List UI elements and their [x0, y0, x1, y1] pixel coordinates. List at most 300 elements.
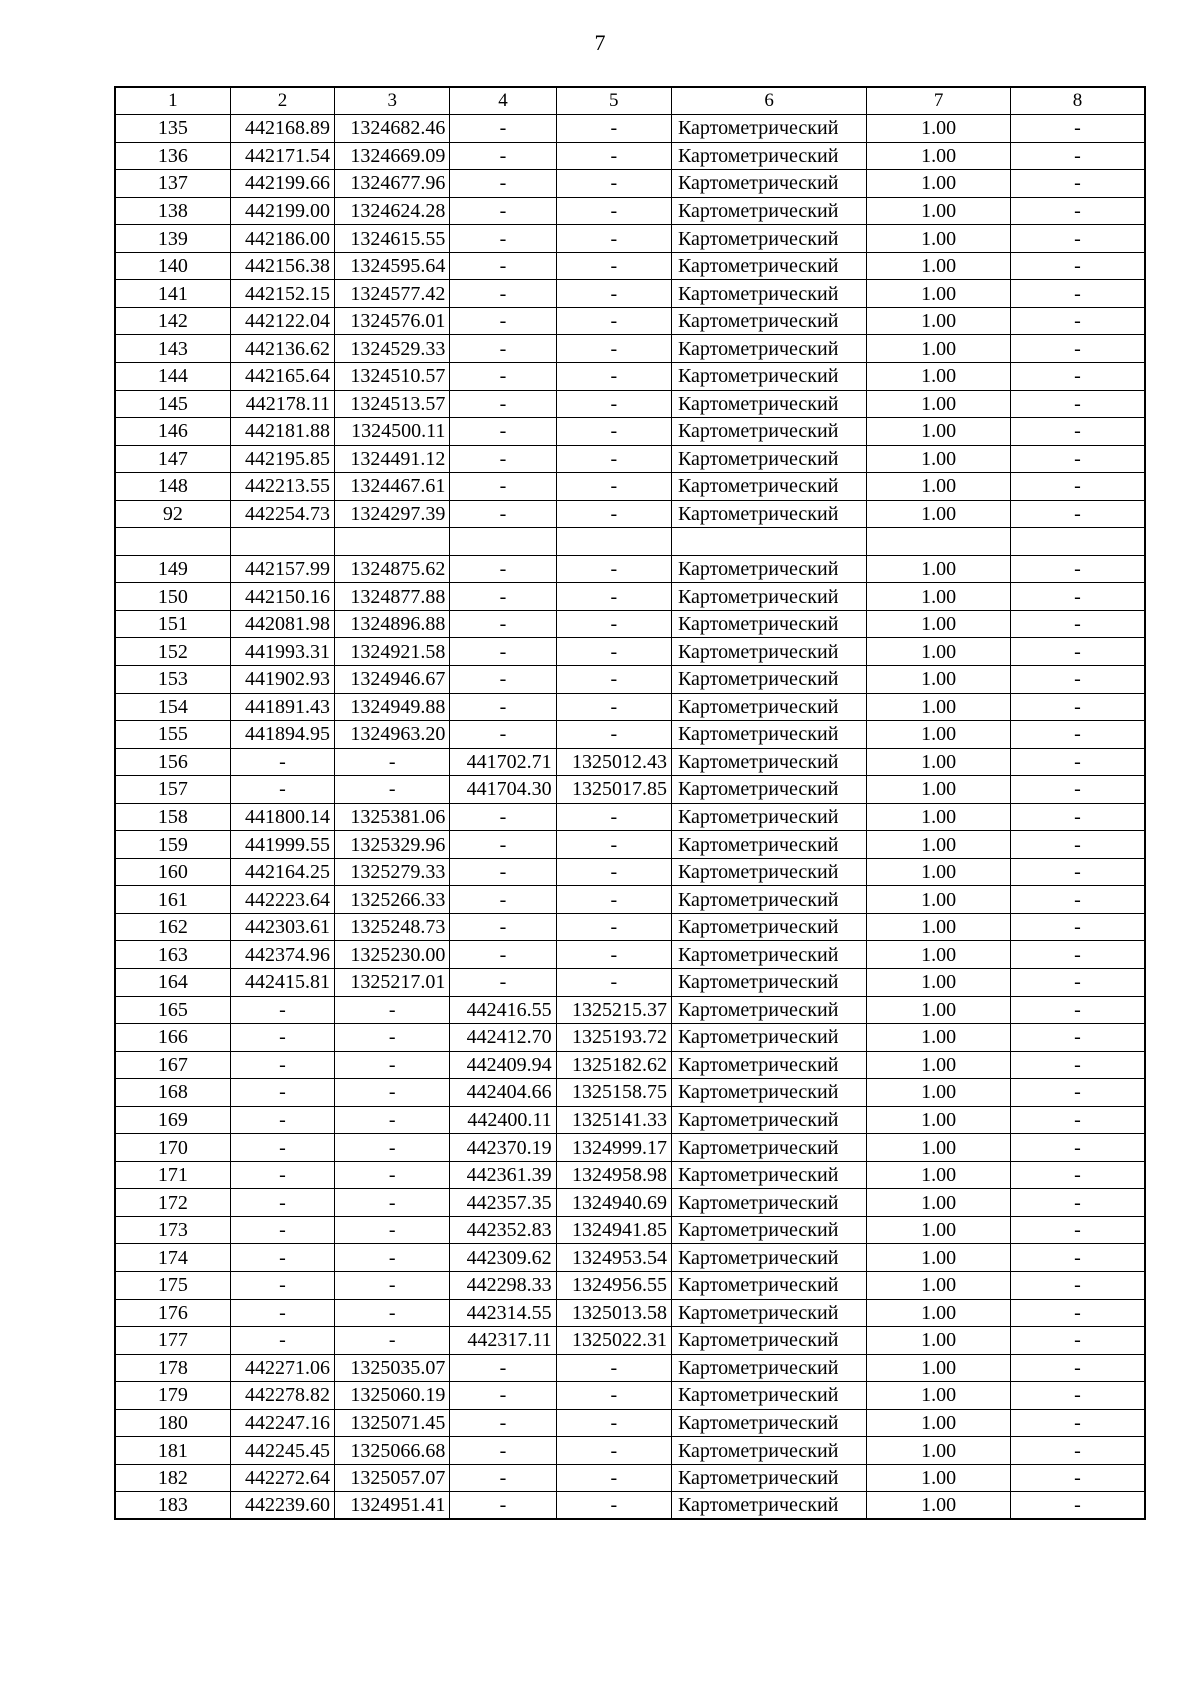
x-existing-cell: 442178.11: [230, 390, 334, 418]
accuracy-cell: 1.00: [867, 665, 1011, 693]
y-new-cell: -: [556, 886, 671, 914]
accuracy-cell: 1.00: [867, 748, 1011, 776]
x-new-cell: 441704.30: [450, 776, 556, 804]
y-existing-cell: -: [335, 1299, 450, 1327]
description-cell: -: [1010, 115, 1145, 143]
x-new-cell: -: [450, 142, 556, 170]
x-existing-cell: -: [230, 776, 334, 804]
point-number-cell: 169: [115, 1106, 230, 1134]
accuracy-cell: 1.00: [867, 390, 1011, 418]
point-number-cell: 155: [115, 721, 230, 749]
y-existing-cell: 1324963.20: [335, 721, 450, 749]
x-existing-cell: -: [230, 748, 334, 776]
method-cell: Картометрический: [671, 886, 866, 914]
y-new-cell: -: [556, 1409, 671, 1437]
method-cell: Картометрический: [671, 390, 866, 418]
table-row: [115, 748, 1145, 776]
description-cell: -: [1010, 1382, 1145, 1410]
accuracy-cell: 1.00: [867, 1437, 1011, 1465]
table-row: [115, 803, 1145, 831]
point-number-cell: 154: [115, 693, 230, 721]
x-new-cell: -: [450, 638, 556, 666]
y-new-cell: -: [556, 390, 671, 418]
point-number-cell: 139: [115, 225, 230, 253]
table-row: [115, 1464, 1145, 1492]
separator-row: [115, 528, 1145, 556]
accuracy-cell: 1.00: [867, 1354, 1011, 1382]
x-new-cell: -: [450, 1464, 556, 1492]
table-row: [115, 693, 1145, 721]
method-cell: Картометрический: [671, 445, 866, 473]
y-existing-cell: 1324297.39: [335, 500, 450, 528]
method-cell: Картометрический: [671, 1161, 866, 1189]
table-row: [115, 1382, 1145, 1410]
description-cell: -: [1010, 1051, 1145, 1079]
table-row: [115, 1492, 1145, 1520]
accuracy-cell: 1.00: [867, 858, 1011, 886]
point-number-cell: 150: [115, 583, 230, 611]
y-new-cell: 1325215.37: [556, 996, 671, 1024]
point-number-cell: 156: [115, 748, 230, 776]
method-cell: Картометрический: [671, 693, 866, 721]
description-cell: -: [1010, 913, 1145, 941]
y-new-cell: 1324958.98: [556, 1161, 671, 1189]
table-header-row: [115, 87, 1145, 115]
x-existing-cell: 441891.43: [230, 693, 334, 721]
y-existing-cell: 1324577.42: [335, 280, 450, 308]
method-cell: Картометрический: [671, 1409, 866, 1437]
description-cell: -: [1010, 1354, 1145, 1382]
table-row: [115, 941, 1145, 969]
y-existing-cell: -: [335, 1189, 450, 1217]
description-cell: -: [1010, 1327, 1145, 1355]
method-cell: Картометрический: [671, 721, 866, 749]
x-existing-cell: 442239.60: [230, 1492, 334, 1520]
x-existing-cell: -: [230, 996, 334, 1024]
method-cell: Картометрический: [671, 170, 866, 198]
accuracy-cell: 1.00: [867, 473, 1011, 501]
point-number-cell: 174: [115, 1244, 230, 1272]
point-number-cell: 152: [115, 638, 230, 666]
x-new-cell: -: [450, 803, 556, 831]
accuracy-cell: 1.00: [867, 1051, 1011, 1079]
x-existing-cell: 442164.25: [230, 858, 334, 886]
y-new-cell: -: [556, 1437, 671, 1465]
empty-cell: [671, 528, 866, 556]
y-existing-cell: 1325248.73: [335, 913, 450, 941]
accuracy-cell: 1.00: [867, 1272, 1011, 1300]
y-existing-cell: -: [335, 1161, 450, 1189]
method-cell: Картометрический: [671, 1106, 866, 1134]
method-cell: Картометрический: [671, 473, 866, 501]
table-row: [115, 142, 1145, 170]
x-new-cell: -: [450, 555, 556, 583]
y-new-cell: -: [556, 693, 671, 721]
x-existing-cell: 442186.00: [230, 225, 334, 253]
x-new-cell: -: [450, 252, 556, 280]
y-existing-cell: 1325329.96: [335, 831, 450, 859]
y-existing-cell: -: [335, 1272, 450, 1300]
x-new-cell: -: [450, 362, 556, 390]
x-existing-cell: -: [230, 1161, 334, 1189]
description-cell: -: [1010, 748, 1145, 776]
table-row: [115, 473, 1145, 501]
point-number-cell: 138: [115, 197, 230, 225]
description-cell: -: [1010, 418, 1145, 446]
y-new-cell: -: [556, 941, 671, 969]
x-new-cell: 442317.11: [450, 1327, 556, 1355]
x-existing-cell: 442181.88: [230, 418, 334, 446]
method-cell: Картометрический: [671, 941, 866, 969]
y-existing-cell: -: [335, 1024, 450, 1052]
description-cell: -: [1010, 1079, 1145, 1107]
table-row: [115, 1409, 1145, 1437]
point-number-cell: 149: [115, 555, 230, 583]
table-row: [115, 1106, 1145, 1134]
y-existing-cell: 1324615.55: [335, 225, 450, 253]
description-cell: -: [1010, 1161, 1145, 1189]
y-existing-cell: 1325381.06: [335, 803, 450, 831]
x-new-cell: -: [450, 886, 556, 914]
method-cell: Картометрический: [671, 500, 866, 528]
method-cell: Картометрический: [671, 1354, 866, 1382]
y-new-cell: -: [556, 280, 671, 308]
table-row: [115, 500, 1145, 528]
x-existing-cell: 442245.45: [230, 1437, 334, 1465]
table-row: [115, 969, 1145, 997]
x-new-cell: -: [450, 1492, 556, 1520]
x-new-cell: 442370.19: [450, 1134, 556, 1162]
method-cell: Картометрический: [671, 776, 866, 804]
column-header: 5: [556, 87, 671, 115]
method-cell: Картометрический: [671, 362, 866, 390]
column-header: 7: [867, 87, 1011, 115]
accuracy-cell: 1.00: [867, 1299, 1011, 1327]
table-row: [115, 721, 1145, 749]
method-cell: Картометрический: [671, 969, 866, 997]
y-existing-cell: -: [335, 1244, 450, 1272]
point-number-cell: 145: [115, 390, 230, 418]
description-cell: -: [1010, 500, 1145, 528]
point-number-cell: 147: [115, 445, 230, 473]
y-new-cell: 1325012.43: [556, 748, 671, 776]
y-existing-cell: 1325071.45: [335, 1409, 450, 1437]
accuracy-cell: 1.00: [867, 555, 1011, 583]
x-existing-cell: -: [230, 1051, 334, 1079]
x-new-cell: 442400.11: [450, 1106, 556, 1134]
accuracy-cell: 1.00: [867, 445, 1011, 473]
table-row: [115, 638, 1145, 666]
description-cell: -: [1010, 142, 1145, 170]
accuracy-cell: 1.00: [867, 638, 1011, 666]
method-cell: Картометрический: [671, 307, 866, 335]
table-row: [115, 886, 1145, 914]
y-new-cell: -: [556, 721, 671, 749]
table-row: [115, 335, 1145, 363]
table-row: [115, 280, 1145, 308]
y-existing-cell: 1324491.12: [335, 445, 450, 473]
method-cell: Картометрический: [671, 1051, 866, 1079]
x-new-cell: 442352.83: [450, 1216, 556, 1244]
accuracy-cell: 1.00: [867, 142, 1011, 170]
column-header: 3: [335, 87, 450, 115]
accuracy-cell: 1.00: [867, 776, 1011, 804]
method-cell: Картометрический: [671, 335, 866, 363]
point-number-cell: 144: [115, 362, 230, 390]
point-number-cell: 148: [115, 473, 230, 501]
point-number-cell: 182: [115, 1464, 230, 1492]
y-new-cell: -: [556, 913, 671, 941]
y-new-cell: -: [556, 197, 671, 225]
method-cell: Картометрический: [671, 1299, 866, 1327]
method-cell: Картометрический: [671, 225, 866, 253]
point-number-cell: 135: [115, 115, 230, 143]
method-cell: Картометрический: [671, 1189, 866, 1217]
y-existing-cell: 1325230.00: [335, 941, 450, 969]
method-cell: Картометрический: [671, 1024, 866, 1052]
point-number-cell: 141: [115, 280, 230, 308]
x-existing-cell: -: [230, 1134, 334, 1162]
x-new-cell: -: [450, 665, 556, 693]
column-header: 2: [230, 87, 334, 115]
x-new-cell: -: [450, 583, 556, 611]
y-new-cell: -: [556, 1382, 671, 1410]
method-cell: Картометрический: [671, 665, 866, 693]
y-existing-cell: 1324875.62: [335, 555, 450, 583]
x-new-cell: -: [450, 693, 556, 721]
table-row: [115, 555, 1145, 583]
point-number-cell: 159: [115, 831, 230, 859]
y-existing-cell: 1324682.46: [335, 115, 450, 143]
accuracy-cell: 1.00: [867, 913, 1011, 941]
y-new-cell: 1325182.62: [556, 1051, 671, 1079]
description-cell: -: [1010, 996, 1145, 1024]
table-row: [115, 1354, 1145, 1382]
y-existing-cell: 1324951.41: [335, 1492, 450, 1520]
accuracy-cell: 1.00: [867, 197, 1011, 225]
table-row: [115, 1079, 1145, 1107]
description-cell: -: [1010, 197, 1145, 225]
point-number-cell: 180: [115, 1409, 230, 1437]
point-number-cell: 166: [115, 1024, 230, 1052]
point-number-cell: 136: [115, 142, 230, 170]
y-new-cell: -: [556, 555, 671, 583]
description-cell: -: [1010, 831, 1145, 859]
x-existing-cell: 442199.66: [230, 170, 334, 198]
accuracy-cell: 1.00: [867, 941, 1011, 969]
x-existing-cell: 442152.15: [230, 280, 334, 308]
x-existing-cell: 442136.62: [230, 335, 334, 363]
description-cell: -: [1010, 445, 1145, 473]
y-existing-cell: 1324949.88: [335, 693, 450, 721]
point-number-cell: 142: [115, 307, 230, 335]
y-new-cell: 1325158.75: [556, 1079, 671, 1107]
y-new-cell: -: [556, 307, 671, 335]
x-existing-cell: -: [230, 1327, 334, 1355]
accuracy-cell: 1.00: [867, 583, 1011, 611]
method-cell: Картометрический: [671, 1079, 866, 1107]
y-new-cell: 1325017.85: [556, 776, 671, 804]
y-existing-cell: -: [335, 1051, 450, 1079]
method-cell: Картометрический: [671, 913, 866, 941]
description-cell: -: [1010, 1272, 1145, 1300]
method-cell: Картометрический: [671, 1437, 866, 1465]
empty-cell: [230, 528, 334, 556]
table-row: [115, 390, 1145, 418]
y-new-cell: -: [556, 969, 671, 997]
y-new-cell: 1325013.58: [556, 1299, 671, 1327]
accuracy-cell: 1.00: [867, 1161, 1011, 1189]
accuracy-cell: 1.00: [867, 1079, 1011, 1107]
y-existing-cell: -: [335, 748, 450, 776]
y-existing-cell: -: [335, 1327, 450, 1355]
empty-cell: [335, 528, 450, 556]
description-cell: -: [1010, 307, 1145, 335]
method-cell: Картометрический: [671, 1464, 866, 1492]
x-new-cell: -: [450, 969, 556, 997]
y-existing-cell: -: [335, 996, 450, 1024]
description-cell: -: [1010, 941, 1145, 969]
x-existing-cell: 442157.99: [230, 555, 334, 583]
point-number-cell: 143: [115, 335, 230, 363]
column-header: 6: [671, 87, 866, 115]
accuracy-cell: 1.00: [867, 225, 1011, 253]
x-new-cell: -: [450, 335, 556, 363]
point-number-cell: 164: [115, 969, 230, 997]
y-existing-cell: 1325266.33: [335, 886, 450, 914]
y-existing-cell: 1324510.57: [335, 362, 450, 390]
y-new-cell: -: [556, 858, 671, 886]
accuracy-cell: 1.00: [867, 1492, 1011, 1520]
accuracy-cell: 1.00: [867, 362, 1011, 390]
y-existing-cell: -: [335, 776, 450, 804]
y-new-cell: 1324940.69: [556, 1189, 671, 1217]
y-existing-cell: 1325060.19: [335, 1382, 450, 1410]
accuracy-cell: 1.00: [867, 1464, 1011, 1492]
method-cell: Картометрический: [671, 858, 866, 886]
point-number-cell: 163: [115, 941, 230, 969]
method-cell: Картометрический: [671, 555, 866, 583]
description-cell: -: [1010, 225, 1145, 253]
method-cell: Картометрический: [671, 638, 866, 666]
table-row: [115, 1244, 1145, 1272]
y-existing-cell: 1325066.68: [335, 1437, 450, 1465]
column-header: 1: [115, 87, 230, 115]
point-number-cell: 160: [115, 858, 230, 886]
x-new-cell: 442412.70: [450, 1024, 556, 1052]
accuracy-cell: 1.00: [867, 1216, 1011, 1244]
empty-cell: [1010, 528, 1145, 556]
y-new-cell: 1324941.85: [556, 1216, 671, 1244]
y-new-cell: 1325193.72: [556, 1024, 671, 1052]
table-row: [115, 996, 1145, 1024]
accuracy-cell: 1.00: [867, 1244, 1011, 1272]
accuracy-cell: 1.00: [867, 170, 1011, 198]
table-row: [115, 831, 1145, 859]
column-header: 4: [450, 87, 556, 115]
y-new-cell: -: [556, 1464, 671, 1492]
table-row: [115, 362, 1145, 390]
point-number-cell: 170: [115, 1134, 230, 1162]
description-cell: -: [1010, 1437, 1145, 1465]
table-row: [115, 858, 1145, 886]
y-existing-cell: 1324946.67: [335, 665, 450, 693]
x-new-cell: -: [450, 473, 556, 501]
x-new-cell: -: [450, 445, 556, 473]
point-number-cell: 171: [115, 1161, 230, 1189]
y-existing-cell: 1324467.61: [335, 473, 450, 501]
x-new-cell: 442416.55: [450, 996, 556, 1024]
method-cell: Картометрический: [671, 1327, 866, 1355]
description-cell: -: [1010, 1106, 1145, 1134]
y-existing-cell: 1324921.58: [335, 638, 450, 666]
point-number-cell: 153: [115, 665, 230, 693]
description-cell: -: [1010, 583, 1145, 611]
point-number-cell: 179: [115, 1382, 230, 1410]
point-number-cell: 137: [115, 170, 230, 198]
table-row: [115, 583, 1145, 611]
y-new-cell: -: [556, 803, 671, 831]
y-existing-cell: 1324513.57: [335, 390, 450, 418]
x-existing-cell: -: [230, 1079, 334, 1107]
y-existing-cell: 1324624.28: [335, 197, 450, 225]
method-cell: Картометрический: [671, 1244, 866, 1272]
x-new-cell: -: [450, 418, 556, 446]
empty-cell: [556, 528, 671, 556]
method-cell: Картометрический: [671, 142, 866, 170]
point-number-cell: 140: [115, 252, 230, 280]
y-new-cell: -: [556, 500, 671, 528]
y-new-cell: -: [556, 252, 671, 280]
point-number-cell: 177: [115, 1327, 230, 1355]
y-new-cell: -: [556, 665, 671, 693]
x-existing-cell: 441800.14: [230, 803, 334, 831]
x-new-cell: -: [450, 197, 556, 225]
x-existing-cell: 442171.54: [230, 142, 334, 170]
x-new-cell: -: [450, 941, 556, 969]
description-cell: -: [1010, 280, 1145, 308]
x-existing-cell: 442150.16: [230, 583, 334, 611]
description-cell: -: [1010, 1299, 1145, 1327]
description-cell: -: [1010, 858, 1145, 886]
x-new-cell: -: [450, 1382, 556, 1410]
description-cell: -: [1010, 638, 1145, 666]
method-cell: Картометрический: [671, 197, 866, 225]
y-existing-cell: 1324669.09: [335, 142, 450, 170]
accuracy-cell: 1.00: [867, 831, 1011, 859]
point-number-cell: 151: [115, 610, 230, 638]
table-row: [115, 197, 1145, 225]
y-existing-cell: 1324677.96: [335, 170, 450, 198]
description-cell: -: [1010, 1134, 1145, 1162]
y-new-cell: -: [556, 638, 671, 666]
accuracy-cell: 1.00: [867, 115, 1011, 143]
method-cell: Картометрический: [671, 115, 866, 143]
y-existing-cell: 1324500.11: [335, 418, 450, 446]
x-existing-cell: -: [230, 1024, 334, 1052]
table-row: [115, 1437, 1145, 1465]
y-new-cell: 1324956.55: [556, 1272, 671, 1300]
y-existing-cell: 1324595.64: [335, 252, 450, 280]
description-cell: -: [1010, 170, 1145, 198]
method-cell: Картометрический: [671, 1134, 866, 1162]
x-existing-cell: 442168.89: [230, 115, 334, 143]
x-existing-cell: -: [230, 1216, 334, 1244]
table-row: [115, 1272, 1145, 1300]
description-cell: -: [1010, 335, 1145, 363]
table-row: [115, 307, 1145, 335]
table-row: [115, 776, 1145, 804]
